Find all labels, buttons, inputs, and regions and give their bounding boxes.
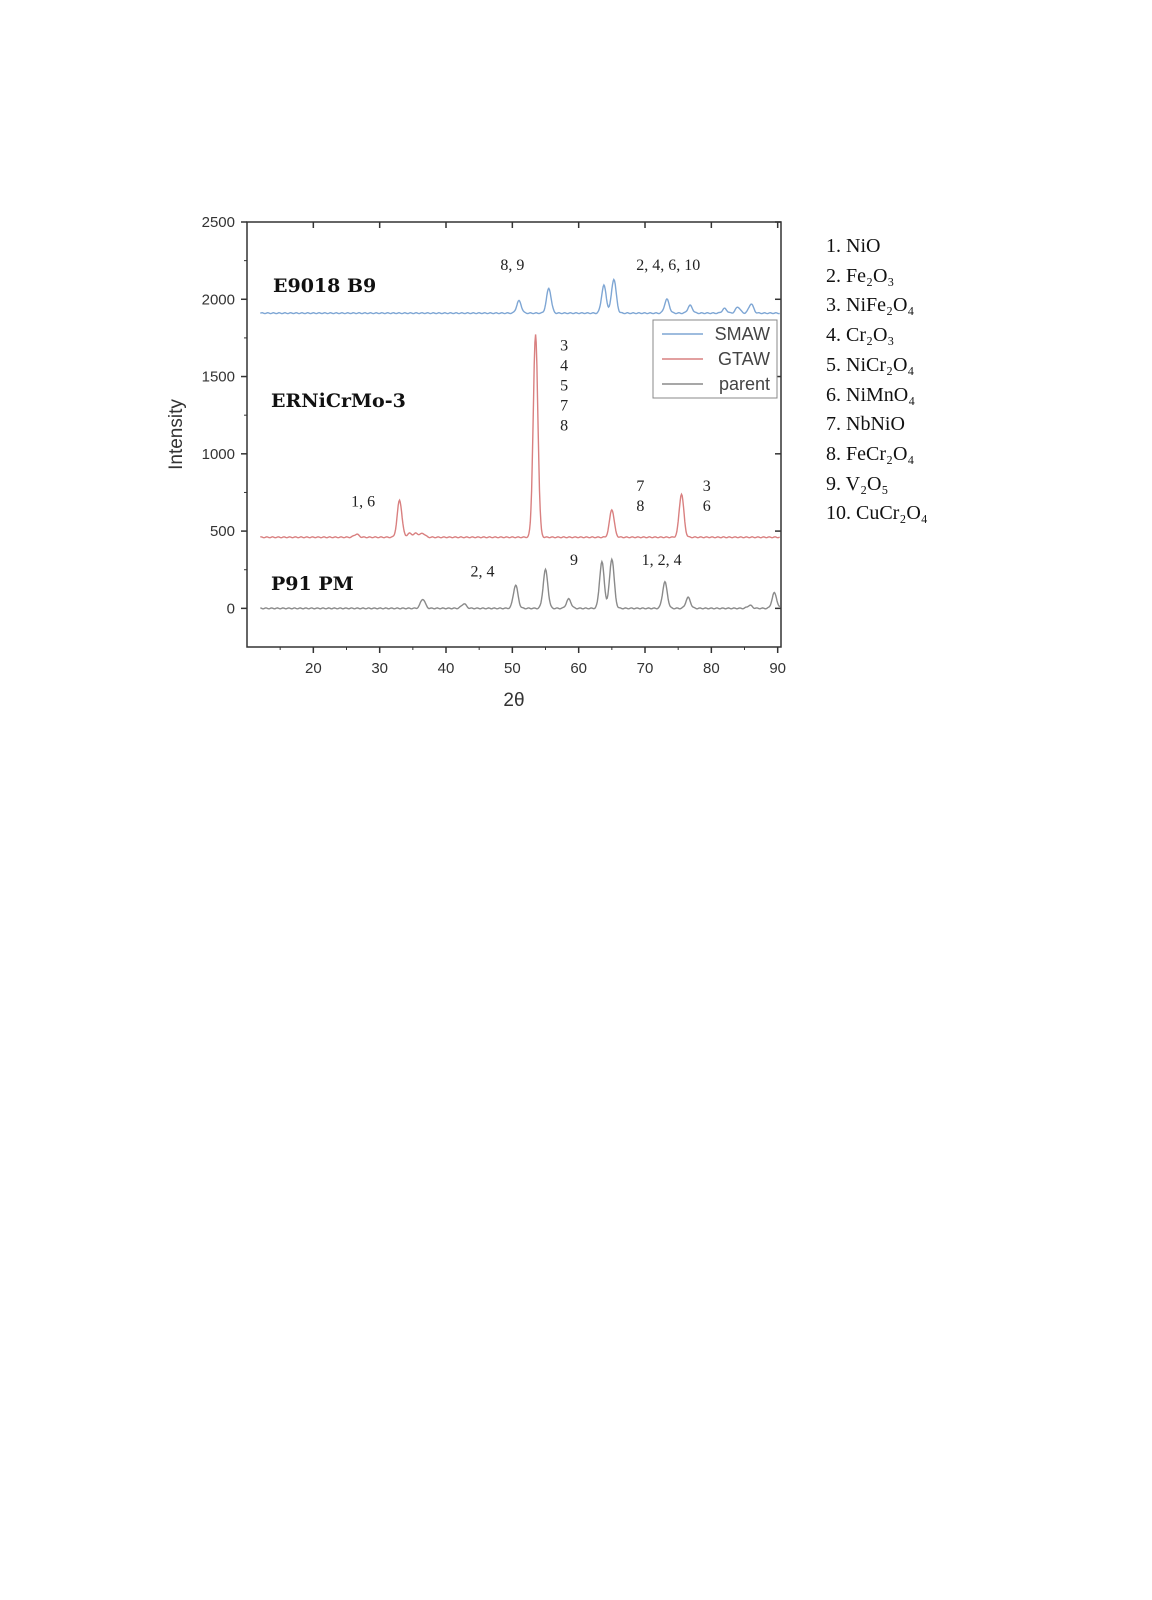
series-label-parent: P91 PM (271, 573, 354, 595)
peak-annotation-line: 8, 9 (500, 256, 525, 274)
x-tick-label: 50 (503, 660, 521, 677)
peak-annotation-line: 8 (636, 497, 645, 515)
phase-list (826, 232, 928, 529)
peak-annotation (500, 257, 524, 274)
y-tick-label: 2500 (201, 214, 235, 231)
peak-annotation (470, 564, 494, 581)
peak-annotation-line: 3 (560, 337, 569, 355)
peak-annotation-line: 2, 4 (470, 563, 495, 581)
peak-annotation (642, 552, 682, 569)
x-tick-label: 90 (769, 660, 787, 677)
peak-annotation-line: 6 (702, 497, 711, 515)
x-tick-label: 30 (371, 660, 389, 677)
peak-annotation-line: 7 (560, 397, 569, 415)
x-tick-label: 60 (570, 660, 588, 677)
peak-annotation (703, 478, 711, 515)
peak-annotation-line: 9 (570, 552, 579, 570)
x-tick-label: 70 (636, 660, 654, 677)
legend (653, 320, 777, 398)
y-tick-label: 0 (226, 600, 235, 618)
legend-label: GTAW (718, 349, 770, 369)
legend-label: SMAW (714, 324, 770, 344)
x-tick-label: 20 (304, 660, 322, 677)
phase-list-item: 4. Cr₂O₃ (826, 324, 895, 347)
phase-list-item: 3. NiFe₂O₄ (826, 294, 915, 317)
phase-list-item: 6. NiMnO₄ (826, 383, 916, 406)
peak-annotation-line: 3 (702, 477, 711, 495)
legend-label: parent (718, 374, 770, 394)
x-tick-label: 80 (703, 660, 720, 677)
phase-list-item: 8. FeCr₂O₄ (826, 442, 915, 465)
series-label-smaw: E9018 B9 (273, 275, 377, 297)
peak-annotation-line: 1, 6 (351, 493, 376, 511)
peak-annotation-line: 2, 4, 6, 10 (636, 256, 701, 274)
y-axis-title: Intensity (166, 399, 187, 470)
y-tick-label: 1000 (201, 445, 235, 463)
y-tick-label: 1500 (201, 368, 235, 386)
peak-annotation-line: 1, 2, 4 (641, 552, 682, 570)
peak-annotation (351, 493, 375, 510)
series-label-gtaw: ERNiCrMo-3 (271, 390, 406, 412)
phase-list-item: 9. V₂O₅ (826, 472, 889, 495)
y-tick-label: 2000 (201, 291, 235, 309)
phase-list-item: 7. NbNiO (826, 413, 905, 436)
phase-list-item: 10. CuCr₂O₄ (826, 502, 928, 525)
peak-annotation (636, 478, 644, 515)
y-tick-label: 500 (209, 523, 235, 541)
x-axis-title: 2θ (503, 690, 525, 711)
phase-list-item: 1. NiO (826, 235, 881, 257)
peak-annotation-line: 5 (560, 377, 569, 395)
peak-annotation-line: 4 (560, 357, 569, 375)
x-tick-label: 40 (437, 660, 455, 677)
peak-annotation-line: 8 (560, 417, 569, 435)
peak-annotation (570, 552, 578, 569)
peak-annotation-line: 7 (636, 477, 645, 495)
phase-list-item: 5. NiCr₂O₄ (826, 353, 915, 376)
peak-annotation (560, 337, 568, 434)
phase-list-item: 2. Fe₂O₃ (826, 264, 895, 287)
peak-annotation (636, 257, 700, 274)
